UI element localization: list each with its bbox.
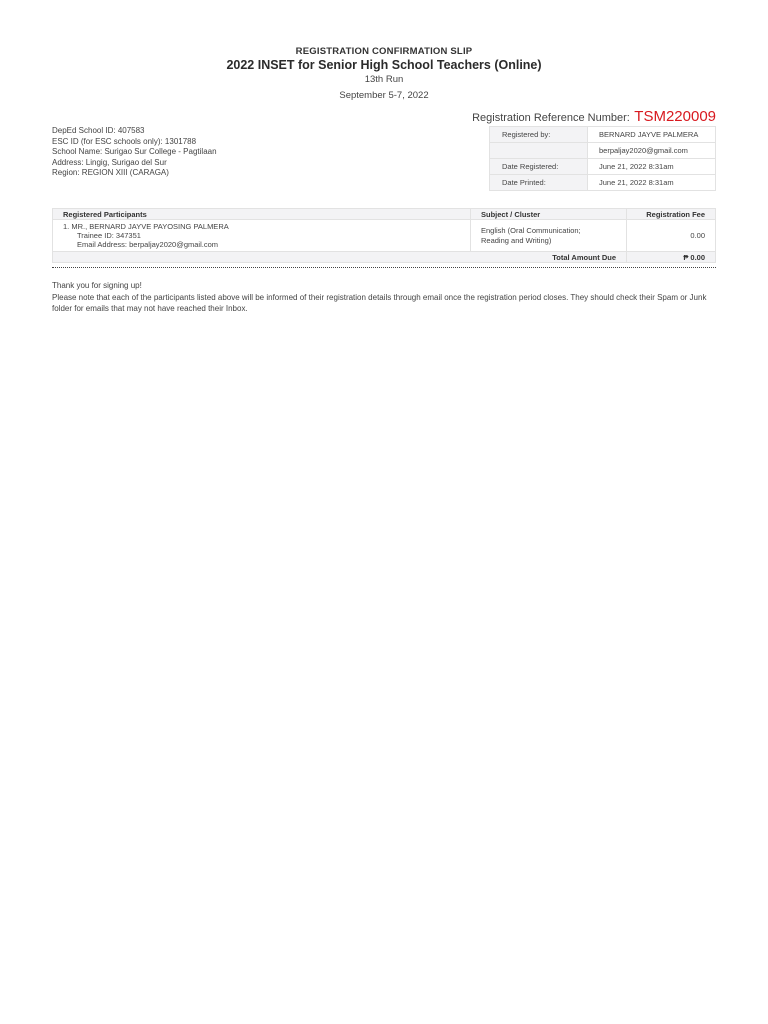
esc-id: ESC ID (for ESC schools only): 1301788 [52, 136, 197, 146]
subject-line-2: Reading and Writing) [481, 235, 552, 245]
empty-label-cell [490, 143, 588, 159]
event-dates: September 5-7, 2022 [339, 90, 429, 101]
total-label: Total Amount Due [53, 252, 627, 263]
participant-name: 1. MR., BERNARD JAYVE PAYOSING PALMERA [63, 222, 229, 231]
date-printed-label: Date Printed: [490, 175, 588, 191]
registered-by-email-row [490, 143, 716, 159]
date-printed-row [490, 175, 716, 191]
registered-by-email: berpaljay2020@gmail.com [588, 143, 716, 159]
school-name: School Name: Surigao Sur College - Pagtilaan [52, 147, 217, 156]
date-printed: June 21, 2022 8:31am [588, 175, 716, 191]
slip-title: REGISTRATION CONFIRMATION SLIP [295, 46, 473, 57]
subject-line-1: English (Oral Communication; [481, 225, 581, 235]
email-notice-text: Please note that each of the participants listed above will be informed of their registration details through email once the registration period closes. They should check their Spam or Junk folder for emails that may not have reached their Inbox. [52, 293, 707, 313]
deped-school-id: DepEd School ID: 407583 [52, 126, 145, 135]
registered-by-name: BERNARD JAYVE PALMERA [588, 127, 716, 143]
fee-header: Registration Fee [627, 209, 716, 220]
total-row [53, 252, 716, 263]
dotted-divider [52, 267, 716, 268]
event-run: 13th Run [364, 74, 404, 85]
participant-email: Email Address: berpaljay2020@gmail.com [77, 240, 219, 249]
total-value: ₱ 0.00 [627, 252, 716, 263]
reference-number: TSM220009 [634, 108, 716, 125]
participant-cell [53, 220, 471, 252]
date-registered-label: Date Registered: [490, 159, 588, 175]
school-region: Region: REGION XIII (CARAGA) [52, 168, 169, 177]
reference-label: Registration Reference Number: [472, 112, 630, 124]
subject-header: Subject / Cluster [471, 209, 627, 220]
subject-cell [471, 220, 627, 252]
school-address: Address: Lingig, Surigao del Sur [52, 157, 167, 167]
participants-table-header [53, 209, 716, 220]
participants-header: Registered Participants [53, 209, 471, 220]
thank-you-text: Thank you for signing up! [52, 281, 142, 290]
fee-cell: 0.00 [627, 220, 716, 252]
participants-table [52, 208, 716, 263]
school-info [52, 126, 217, 179]
trainee-id: Trainee ID: 347351 [77, 231, 141, 240]
reference-number-line [472, 108, 716, 126]
table-row [53, 220, 716, 252]
date-registered: June 21, 2022 8:31am [588, 159, 716, 175]
registered-by-label: Registered by: [490, 127, 588, 143]
date-registered-row [490, 159, 716, 175]
registered-by-row [490, 127, 716, 143]
event-title: 2022 INSET for Senior High School Teachers (Online) [226, 58, 542, 72]
registration-details-table [489, 126, 716, 191]
